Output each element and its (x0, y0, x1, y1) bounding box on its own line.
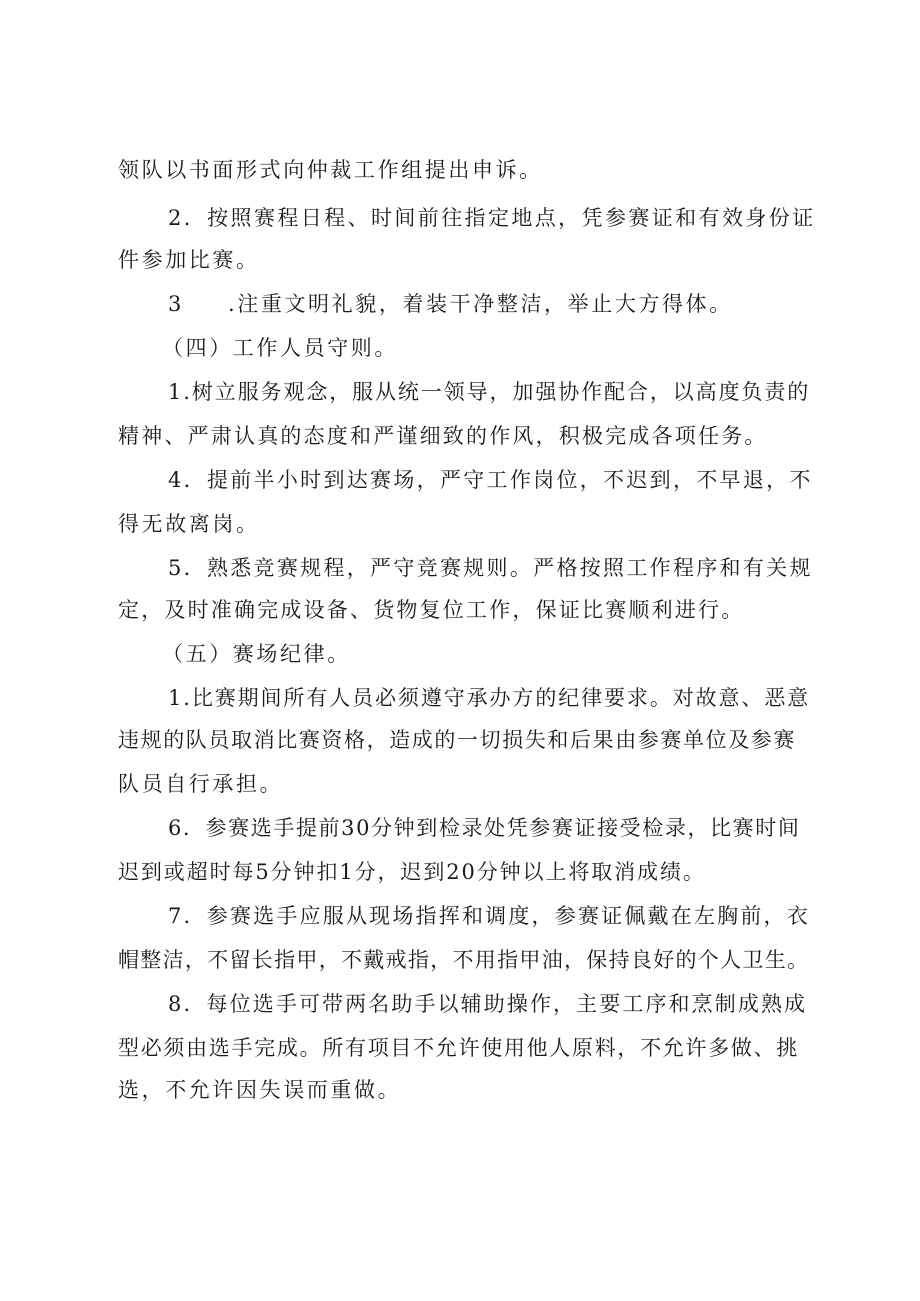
text-line: 帽整洁，不留长指甲，不戴戒指，不用指甲油，保持良好的个人卫生。 (118, 948, 810, 972)
text-line: 定，及时准确完成设备、货物复位工作，保证比赛顺利进行。 (118, 598, 745, 622)
text-line: 1.树立服务观念，服从统一领导，加强协作配合，以高度负责的 (168, 380, 811, 404)
section-heading: （四）工作人员守则。 (162, 336, 398, 360)
text-line: 8．每位选手可带两名助手以辅助操作，主要工序和烹制成熟成 (168, 992, 808, 1016)
text-line: 1.比赛期间所有人员必须遵守承办方的纪律要求。对故意、恶意 (168, 686, 811, 710)
text-line: 违规的队员取消比赛资格，造成的一切损失和后果由参赛单位及参赛 (118, 728, 796, 752)
text-line: 领队以书面形式向仲裁工作组提出申诉。 (118, 158, 543, 182)
text-line: 5．熟悉竞赛规程，严守竞赛规则。严格按照工作程序和有关规 (168, 556, 813, 580)
text-line: 队员自行承担。 (118, 772, 284, 796)
text-line-item-3 (168, 290, 733, 318)
text-line: 7．参赛选手应服从现场指挥和调度，参赛证佩戴在左胸前，衣 (168, 904, 810, 928)
text-line: 得无故离岗。 (118, 512, 260, 536)
item-number: 3 (168, 292, 184, 316)
item-text: .注重文明礼貌，着装干净整洁，举止大方得体。 (227, 292, 733, 316)
text-line: 选，不允许因失误而重做。 (118, 1078, 402, 1102)
text-line: 型必须由选手完成。所有项目不允许使用他人原料，不允许多做、挑 (118, 1036, 799, 1060)
text-line: 2．按照赛程日程、时间前往指定地点，凭参赛证和有效身份证 (168, 206, 816, 230)
text-line: 6．参赛选手提前30分钟到检录处凭参赛证接受检录，比赛时间 (168, 816, 801, 840)
text-line: 精神、严肃认真的态度和严谨细致的作风，积极完成各项任务。 (118, 424, 768, 448)
text-line: 迟到或超时每5分钟扣1分，迟到20分钟以上将取消成绩。 (118, 860, 706, 884)
section-heading: （五）赛场纪律。 (162, 642, 351, 666)
text-line: 件参加比赛。 (118, 248, 260, 272)
text-line: 4．提前半小时到达赛场，严守工作岗位，不迟到，不早退，不 (168, 468, 813, 492)
